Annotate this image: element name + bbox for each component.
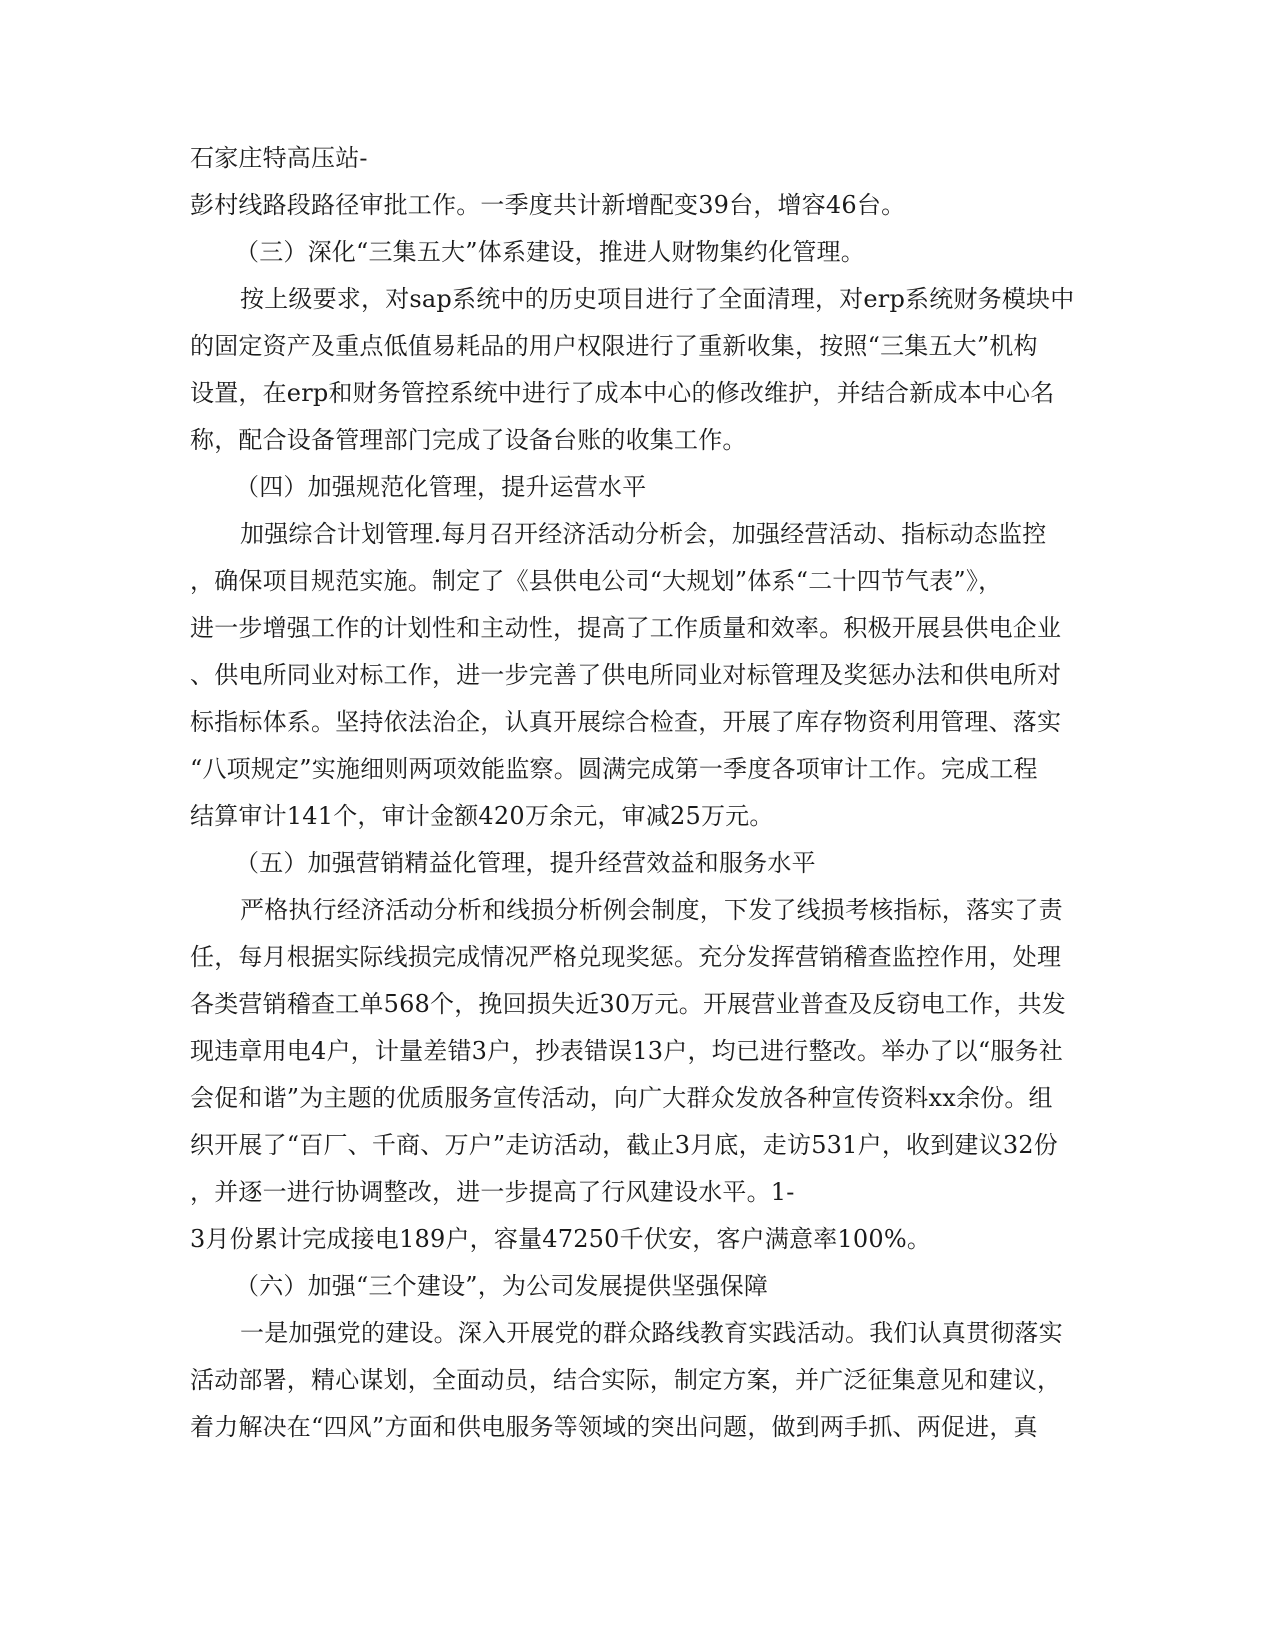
text-line: 的固定资产及重点低值易耗品的用户权限进行了重新收集，按照“三集五大”机构 [190, 332, 1038, 360]
section-heading: （四）加强规范化管理，提升运营水平 [235, 473, 647, 501]
text-line: 标指标体系。坚持依法治企，认真开展综合检查，开展了库存物资利用管理、落实 [190, 708, 1062, 736]
text-line: 会促和谐”为主题的优质服务宣传活动，向广大群众发放各种宣传资料xx余份。组 [190, 1084, 1053, 1112]
text-line: 设置，在erp和财务管控系统中进行了成本中心的修改维护，并结合新成本中心名 [190, 379, 1055, 407]
text-line: 现违章用电4户，计量差错3户，抄表错误13户，均已进行整改。举办了以“服务社 [190, 1037, 1063, 1065]
text-line: 彭村线路段路径审批工作。一季度共计新增配变39台，增容46台。 [190, 191, 906, 219]
text-line: 称，配合设备管理部门完成了设备台账的收集工作。 [190, 426, 747, 454]
text-line: 进一步增强工作的计划性和主动性，提高了工作质量和效率。积极开展县供电企业 [190, 614, 1062, 642]
text-line: 各类营销稽查工单568个，挽回损失近30万元。开展营业普查及反窃电工作，共发 [190, 990, 1066, 1018]
text-line: ，并逐一进行协调整改，进一步提高了行风建设水平。1- [190, 1178, 795, 1206]
text-line: 结算审计141个，审计金额420万余元，审减25万元。 [190, 802, 774, 830]
text-line: 活动部署，精心谋划，全面动员，结合实际，制定方案，并广泛征集意见和建议， [190, 1366, 1062, 1394]
text-line: 、供电所同业对标工作，进一步完善了供电所同业对标管理及奖惩办法和供电所对 [190, 661, 1062, 689]
text-line: 织开展了“百厂、千商、万户”走访活动，截止3月底，走访531户，收到建议32份 [190, 1131, 1058, 1159]
paragraph-first-line: 按上级要求，对sap系统中的历史项目进行了全面清理，对erp系统财务模块中 [240, 285, 1075, 313]
paragraph-first-line: 一是加强党的建设。深入开展党的群众路线教育实践活动。我们认真贯彻落实 [240, 1319, 1063, 1347]
section-heading: （六）加强“三个建设”，为公司发展提供坚强保障 [235, 1272, 769, 1300]
section-heading: （五）加强营销精益化管理，提升经营效益和服务水平 [235, 849, 816, 877]
section-heading: （三）深化“三集五大”体系建设，推进人财物集约化管理。 [235, 238, 865, 266]
paragraph-first-line: 加强综合计划管理.每月召开经济活动分析会，加强经营活动、指标动态监控 [240, 520, 1047, 548]
paragraph-first-line: 严格执行经济活动分析和线损分析例会制度，下发了线损考核指标，落实了责 [240, 896, 1063, 924]
text-line: 石家庄特高压站- [190, 144, 368, 172]
text-line: 着力解决在“四风”方面和供电服务等领域的突出问题，做到两手抓、两促进，真 [190, 1413, 1038, 1441]
text-line: “八项规定”实施细则两项效能监察。圆满完成第一季度各项审计工作。完成工程 [190, 755, 1038, 783]
text-line: ，确保项目规范实施。制定了《县供电公司“大规划”体系“二十四节气表”》， [190, 567, 1003, 595]
text-line: 3月份累计完成接电189户，容量47250千伏安，客户满意率100%。 [190, 1225, 932, 1253]
text-line: 任，每月根据实际线损完成情况严格兑现奖惩。充分发挥营销稽查监控作用，处理 [190, 943, 1062, 971]
